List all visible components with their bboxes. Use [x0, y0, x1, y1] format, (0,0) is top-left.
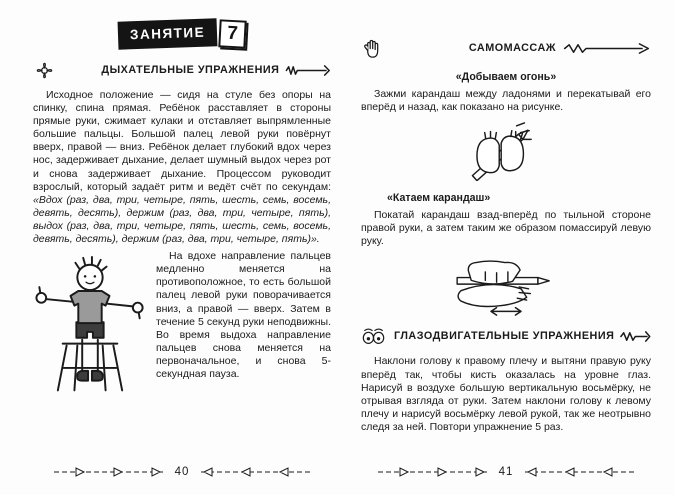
section-header-massage — [361, 36, 651, 60]
hand-doodle-icon — [361, 37, 384, 60]
page-number-left: 40 — [174, 466, 190, 478]
section-header-eyes — [361, 324, 651, 348]
exercise-title-roll: «Катаем карандаш» — [387, 192, 491, 205]
page-footer-right — [361, 466, 651, 478]
arrow-chain-left-icon — [522, 467, 634, 477]
breathing-paragraph-lead: Исходное положение — сидя на стуле без опоры на спинку, спина прямая. Ребёнок расставляет в стороны прямые руки, сжимает кулаки и отставляет выпрямленные большие пальцы. Большой палец левой руки повёрнут вверх, правой — вниз. Ребёнок делает глубокий вдох через нос, задерживает дыхание, делает шумный выдох через рот и снова задерживает дыхание. Процессом руководит взрослый, который задаёт ритм и ведёт счёт по секундам: — [33, 89, 331, 193]
page-right — [361, 0, 651, 495]
section-header-breathing — [33, 58, 331, 82]
lesson-badge-label: ЗАНЯТИЕ — [117, 18, 217, 49]
breathing-paragraph — [33, 89, 331, 246]
illustration-row — [361, 121, 651, 181]
lesson-badge-number: 7 — [218, 19, 246, 48]
page-number-right: 41 — [498, 466, 514, 478]
exercise-text-roll: Покатай карандаш взад-вперёд по тыльной стороне правой руки, а затем таким же образом помассируй левую руку. — [361, 209, 651, 248]
squiggle-arrow-icon — [285, 64, 331, 77]
palms-rolling-pencil-illustration — [450, 121, 562, 181]
page-left — [33, 0, 331, 495]
section-title-breathing: ДЫХАТЕЛЬНЫЕ УПРАЖНЕНИЯ — [101, 64, 280, 76]
exercise-title-fire: «Добываем огонь» — [455, 71, 557, 83]
eyes-paragraph: Наклони голову к правому плечу и вытяни правую руку вперёд так, чтобы кисть оказалась на уровне глаз. Нарисуй в воздухе большую вертикальную восьмёрку, не отрывая взгляда от руки. Затем наклони голову к левому плечу и нарисуй восьмёрку левой рукой, так же неотрывно следя за ней. Повтори упражнение 5 раз. — [361, 355, 651, 433]
illustration-row — [361, 255, 651, 317]
section-title-massage: САМОМАССАЖ — [468, 42, 557, 54]
exercise-text-fire: Зажми карандаш между ладонями и перекатывай его вперёд и назад, как показано на рисунке. — [361, 88, 651, 114]
flower-doodle-icon — [33, 59, 56, 82]
squiggle-arrow-icon — [562, 42, 651, 55]
arrow-chain-left-icon — [198, 467, 310, 477]
eyes-doodle-icon — [361, 326, 386, 346]
boy-on-stool-illustration — [33, 254, 147, 404]
arrow-chain-right-icon — [54, 467, 166, 477]
breathing-paragraph-quote: «Вдох (раз, два, три, четыре, пять, шесть, семь, восемь, девять, десять), держим (раз, два, три, четыре, пять), выдох (раз, два, три, четыре, пять, шесть, семь, восемь, девять, десять), держим (раз, два, три, четыре, пять)». — [33, 193, 331, 246]
breathing-wrap-block — [33, 250, 331, 404]
lesson-badge — [33, 20, 331, 48]
squiggle-arrow-icon — [620, 330, 651, 343]
section-title-eyes: ГЛАЗОДВИГАТЕЛЬНЫЕ УПРАЖНЕНИЯ — [394, 330, 615, 343]
hand-rolling-pencil-illustration — [444, 255, 568, 317]
page-footer-left — [33, 466, 331, 478]
arrow-chain-right-icon — [378, 467, 490, 477]
breathing-paragraph-2: На вдохе направление пальцев медленно меняется на противоположное, то есть большой палец левой руки поворачивается вниз, а правой — вверх. Затем в течение 5 секунд руки неподвижны. Во время выдоха направление пальцев снова меняется на первоначальное, и снова 5-секундная пауза. — [156, 250, 331, 380]
